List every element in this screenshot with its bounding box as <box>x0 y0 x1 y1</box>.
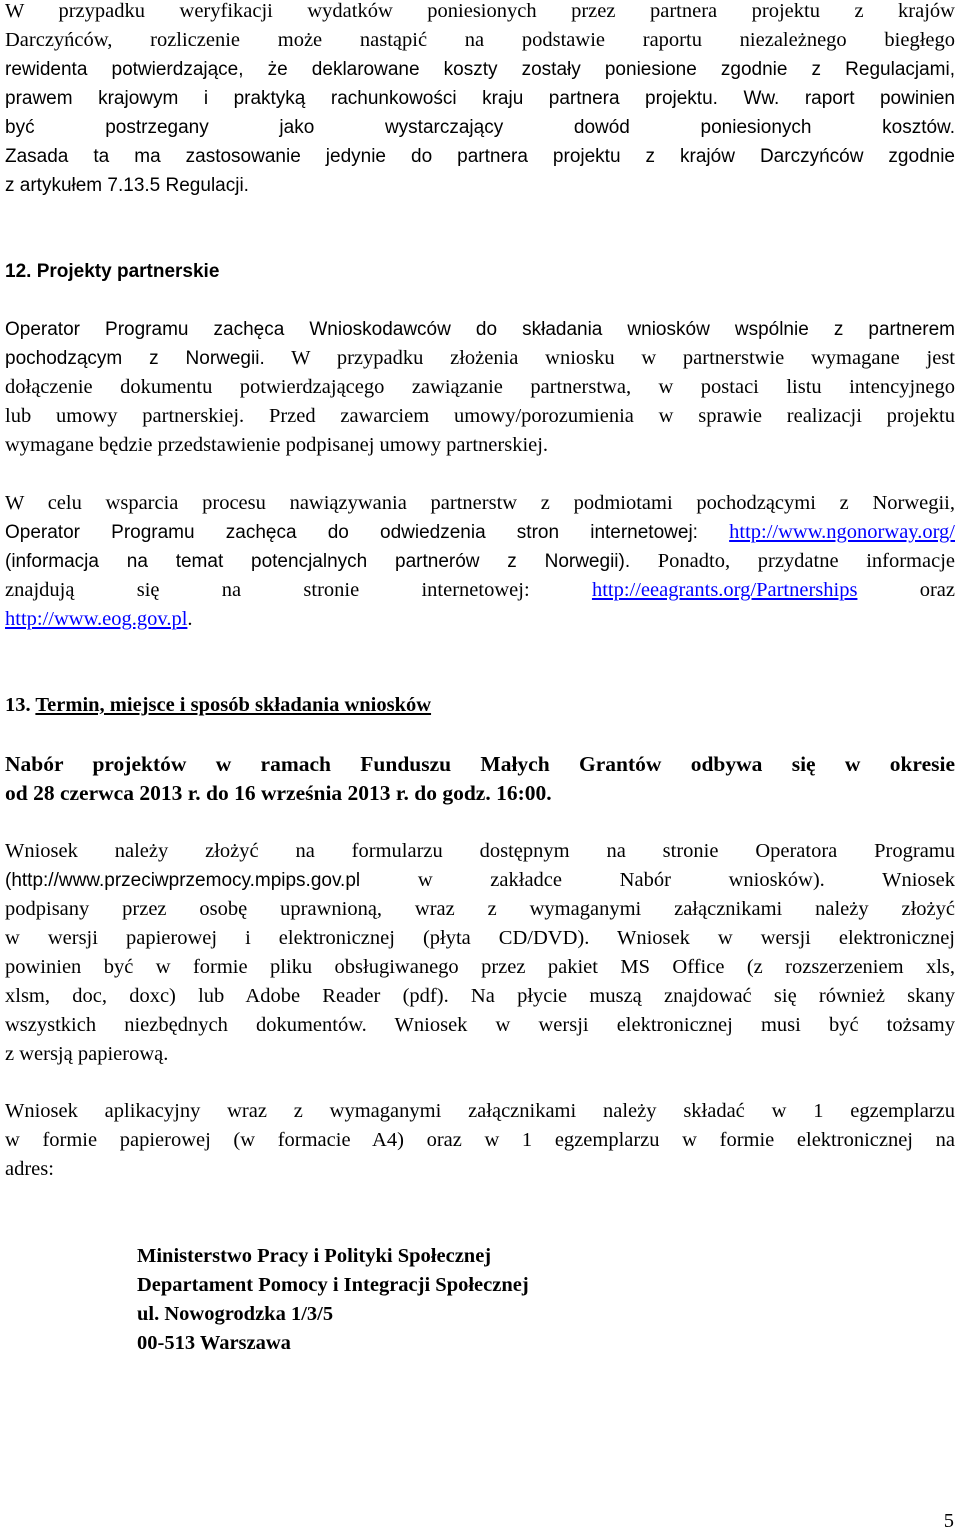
heading-text <box>5 691 955 720</box>
section-title: Projekty partnerskie <box>36 261 220 282</box>
text-line: Operator Programu zachęca Wnioskodawców do składania wniosków wspólnie z partnerem <box>5 319 955 340</box>
text-line: Wniosek należy złożyć na formularzu dostępnym na stronie Operatora Programu <box>5 840 955 862</box>
text-line <box>5 866 955 895</box>
address-line: 00-513 Warszawa <box>137 1332 291 1354</box>
text-line: prawem krajowym i praktyką rachunkowości kraju partnera projektu. Ww. raport powinien <box>5 88 955 109</box>
text-line <box>5 518 955 547</box>
text-span: W przypadku złożenia wniosku w partnerstwie wymagane jest <box>264 347 955 369</box>
text-span: (http://www.przeciwprzemocy.mpips.gov.pl <box>5 870 361 891</box>
text-span: znajdują się na stronie internetowej: <box>5 579 592 601</box>
paragraph-verification <box>5 0 955 200</box>
paragraph-norway-links <box>5 489 955 634</box>
heading-text <box>5 257 955 286</box>
document-page <box>5 0 955 1535</box>
text-span: pochodzącym z Norwegii. <box>5 348 265 369</box>
text-line <box>5 344 955 373</box>
section-12-heading <box>5 257 955 286</box>
link-ngonorway[interactable]: http://www.ngonorway.org/ <box>729 521 955 543</box>
section-number: 13. <box>5 694 31 716</box>
text-line: z wersją papierową. <box>5 1043 169 1065</box>
paragraph-partnership <box>5 315 955 460</box>
text-span: Operator Programu zachęca do odwiedzenia stron internetowej: <box>5 522 730 543</box>
mailing-address <box>137 1242 837 1358</box>
section-number: 12. <box>5 261 32 282</box>
page-number: 5 <box>943 1510 954 1532</box>
text-line: z artykułem 7.13.5 Regulacji. <box>5 175 249 196</box>
section-13-heading <box>5 691 955 720</box>
text-line: adres: <box>5 1158 54 1180</box>
text-line: od 28 czerwca 2013 r. do 16 września 2013 r. do godz. 16:00. <box>5 781 552 805</box>
paragraph-submission <box>5 1097 955 1184</box>
address-line: Ministerstwo Pracy i Polityki Społecznej <box>137 1245 492 1267</box>
text-span: (informacja na temat potencjalnych partnerów z Norwegii). <box>5 551 631 572</box>
text-line: xlsm, doc, doxc) lub Adobe Reader (pdf). Na płycie muszą znajdować się również skany <box>5 985 955 1007</box>
text-line <box>5 576 955 605</box>
text-line <box>5 605 955 634</box>
text-line: wymagane będzie przedstawienie podpisanej umowy partnerskiej. <box>5 434 549 456</box>
text-span: Ponadto, przydatne informacje <box>630 550 955 572</box>
text-line: lub umowy partnerskiej. Przed zawarciem umowy/porozumienia w sprawie realizacji projektu <box>5 405 955 427</box>
section-title: Termin, miejsce i sposób składania wniosków <box>35 694 432 716</box>
link-eog[interactable]: http://www.eog.gov.pl <box>5 608 188 630</box>
text-span: oraz <box>857 579 955 601</box>
text-span: w zakładce Nabór wniosków). Wniosek <box>360 869 955 891</box>
text-line: W celu wsparcia procesu nawiązywania partnerstw z podmiotami pochodzącymi z Norwegii, <box>5 492 955 514</box>
text-span: . <box>187 608 193 630</box>
text-line: w formie papierowej (w formacie A4) oraz w 1 egzemplarzu w formie elektronicznej na <box>5 1129 955 1151</box>
text-line: Zasada ta ma zastosowanie jedynie do partnera projektu z krajów Darczyńców zgodnie <box>5 146 955 167</box>
address-line: ul. Nowogrodzka 1/3/5 <box>137 1303 334 1325</box>
text-line: rewidenta potwierdzające, że deklarowane koszty zostały poniesione zgodnie z Regulacjami, <box>5 59 955 80</box>
text-line: dołączenie dokumentu potwierdzającego zawiązanie partnerstwa, w postaci listu intencyjnego <box>5 376 955 398</box>
text-line: Wniosek aplikacyjny wraz z wymaganymi załącznikami należy składać w 1 egzemplarzu <box>5 1100 955 1122</box>
text-line: podpisany przez osobę uprawnioną, wraz z wymaganymi załącznikami należy złożyć <box>5 898 955 920</box>
text-line: wszystkich niezbędnych dokumentów. Wniosek w wersji elektronicznej musi być tożsamy <box>5 1014 955 1036</box>
deadline-statement <box>5 750 955 808</box>
text-line: Nabór projektów w ramach Funduszu Małych Grantów odbywa się w okresie <box>5 752 955 776</box>
address-line: Departament Pomocy i Integracji Społecznej <box>137 1274 529 1296</box>
text-line: Darczyńców, rozliczenie może nastąpić na podstawie raportu niezależnego biegłego <box>5 29 955 51</box>
text-line: w wersji papierowej i elektronicznej (płyta CD/DVD). Wniosek w wersji elektronicznej <box>5 927 955 949</box>
paragraph-application-form <box>5 837 955 1069</box>
text-line <box>5 547 955 576</box>
text-line: być postrzegany jako wystarczający dowód poniesionych kosztów. <box>5 117 955 138</box>
text-line: W przypadku weryfikacji wydatków poniesionych przez partnera projektu z krajów <box>5 0 955 22</box>
link-eeagrants[interactable]: http://eeagrants.org/Partnerships <box>591 579 858 601</box>
text-line: powinien być w formie pliku obsługiwanego przez pakiet MS Office (z rozszerzeniem xls, <box>5 956 955 978</box>
